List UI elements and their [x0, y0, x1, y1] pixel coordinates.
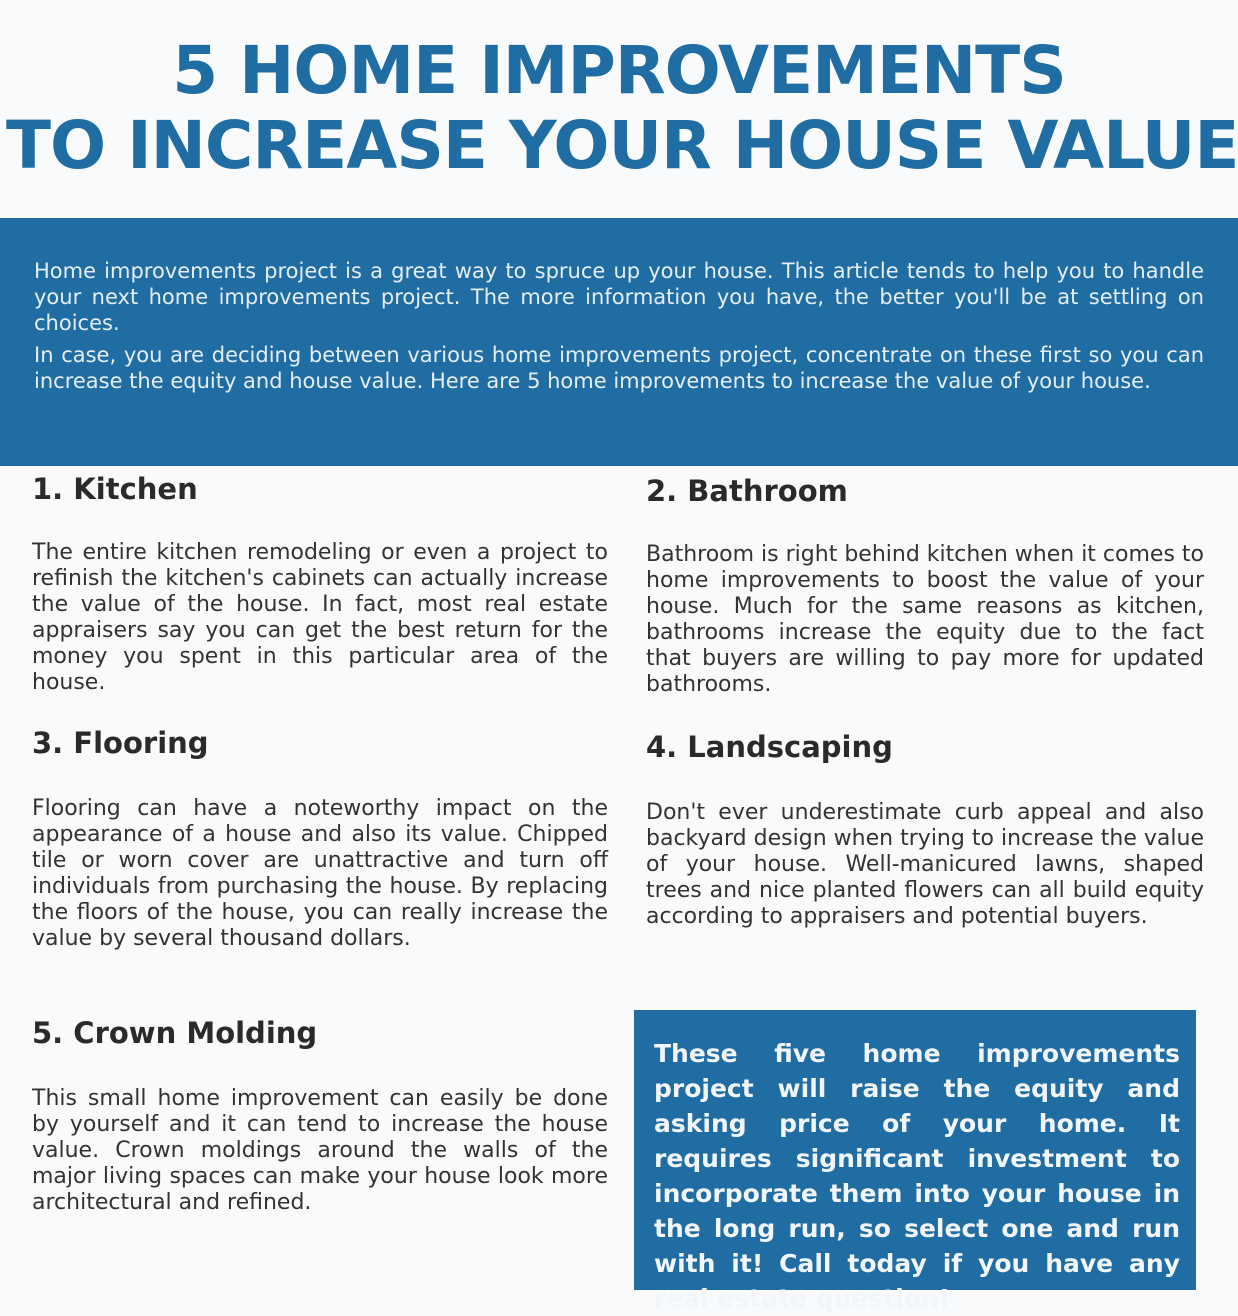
intro-paragraph-2: In case, you are deciding between various home improvements project, concentrate on these first so you can increase the equity and house value. Here are 5 home improvements to increase the value of your house.: [34, 343, 1204, 393]
page-title-line-1: 5 HOME IMPROVEMENTS: [172, 32, 1066, 109]
section-heading: 1. Kitchen: [32, 472, 198, 506]
section-kitchen: [32, 472, 608, 696]
page-title-line-2: TO INCREASE YOUR HOUSE VALUE: [6, 107, 1238, 184]
section-body: This small home improvement can easily be done by yourself and it can tend to increase the house value. Crown moldings around the walls of the major living spaces can make your house look more architectural and refined.: [32, 1086, 608, 1215]
section-heading: 5. Crown Molding: [32, 1016, 318, 1050]
section-heading: 2. Bathroom: [646, 474, 848, 508]
section-heading: 3. Flooring: [32, 726, 209, 760]
section-crown-molding: [32, 1016, 608, 1216]
section-landscaping: [646, 730, 1204, 930]
section-body: Don't ever underestimate curb appeal and also backyard design when trying to increase the value of your house. Well-manicured lawns, shaped trees and nice planted flowers can all build equity according to appraisers and potential buyers.: [646, 800, 1204, 929]
callout-text: These five home improvements project will raise the equity and asking price of your home. It requires significant investment to incorporate them into your house in the long run, so select one and run with it! Call today if you have any real estate question!: [654, 1039, 1180, 1313]
section-bathroom: [646, 474, 1204, 698]
section-flooring: [32, 726, 608, 952]
section-body: The entire kitchen remodeling or even a project to refinish the kitchen's cabinets can actually increase the value of the house. In fact, most real estate appraisers say you can get the best return for the money you spent in this particular area of the house.: [32, 540, 608, 695]
section-body: Flooring can have a noteworthy impact on the appearance of a house and also its value. Chipped tile or worn cover are unattractive and turn off individuals from purchasing the house. By replacing the floors of the house, you can really increase the value by several thousand dollars.: [32, 796, 608, 951]
section-heading: 4. Landscaping: [646, 730, 893, 764]
summary-callout-box: [634, 1010, 1196, 1313]
intro-paragraph-1: Home improvements project is a great way to spruce up your house. This article tends to help you to handle your next home improvements project. The more information you have, the better you'll be at settling on choices.: [34, 259, 1204, 335]
section-body: Bathroom is right behind kitchen when it comes to home improvements to boost the value of your house. Much for the same reasons as kitchen, bathrooms increase the equity due to the fact that buyers are willing to pay more for updated bathrooms.: [646, 542, 1204, 697]
intro-banner: [0, 218, 1238, 466]
